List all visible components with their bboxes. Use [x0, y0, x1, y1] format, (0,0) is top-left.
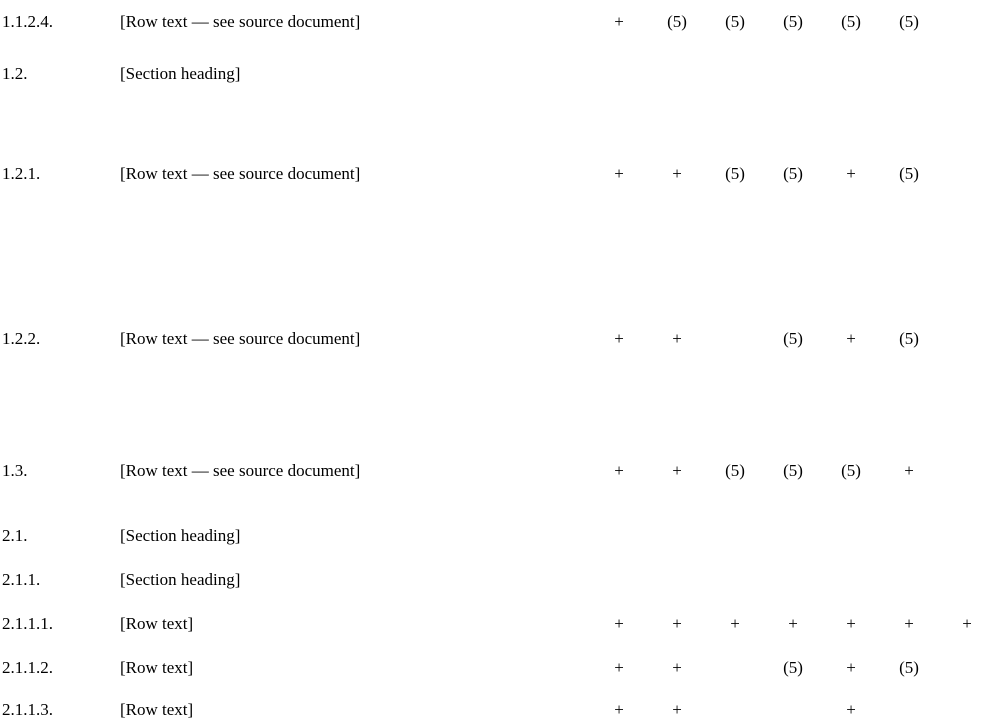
mark-cell: + — [904, 461, 914, 480]
mark-cell: (5) — [841, 12, 861, 31]
row-marks — [590, 614, 996, 634]
row-description: [Row text — see source document] — [120, 329, 361, 348]
mark-cell: + — [846, 164, 856, 183]
row-number: 1.3. — [2, 461, 28, 480]
mark-cell: (5) — [725, 461, 745, 480]
row-marks — [590, 658, 960, 678]
mark-cell — [706, 329, 764, 349]
mark-cell: (5) — [783, 329, 803, 348]
mark-cell: + — [730, 614, 740, 633]
mark-cell: + — [672, 658, 682, 677]
row-number: 1.2. — [2, 64, 28, 83]
row-description: [Row text — see source document] — [120, 461, 361, 480]
row-marks — [590, 461, 960, 481]
mark-cell: + — [672, 461, 682, 480]
mark-cell: (5) — [725, 12, 745, 31]
table-row — [0, 262, 960, 416]
mark-cell: (5) — [841, 461, 861, 480]
row-number: 2.1.1.3. — [2, 700, 53, 719]
row-description: [Section heading] — [120, 570, 241, 589]
row-number: 2.1.1.1. — [2, 614, 53, 633]
row-number: 1.2.2. — [2, 329, 41, 348]
mark-cell: (5) — [667, 12, 687, 31]
row-marks — [590, 700, 960, 720]
mark-cell: + — [846, 700, 856, 719]
row-description: [Row text] — [120, 614, 194, 633]
mark-cell: + — [846, 614, 856, 633]
row-number: 1.2.1. — [2, 164, 41, 183]
mark-cell: + — [672, 700, 682, 719]
mark-cell: (5) — [899, 164, 919, 183]
mark-cell: + — [614, 12, 624, 31]
mark-cell: (5) — [899, 658, 919, 677]
row-number: 2.1.1.2. — [2, 658, 53, 677]
mark-cell: (5) — [899, 12, 919, 31]
mark-cell: + — [846, 329, 856, 348]
row-description: [Section heading] — [120, 526, 241, 545]
row-marks — [590, 329, 960, 349]
row-marks — [590, 12, 960, 32]
table-row — [0, 698, 960, 722]
row-number: 1.1.2.4. — [2, 12, 53, 31]
table-row — [0, 612, 972, 636]
mark-cell: + — [962, 614, 972, 633]
mark-cell: + — [904, 614, 914, 633]
row-number: 2.1. — [2, 526, 28, 545]
row-description: [Row text — see source document] — [120, 12, 361, 31]
mark-cell: + — [614, 614, 624, 633]
table-row — [0, 524, 960, 548]
mark-cell — [880, 700, 938, 720]
row-description: [Row text] — [120, 700, 194, 719]
table-row — [0, 438, 960, 504]
table-row — [0, 108, 960, 240]
table-row — [0, 568, 960, 592]
mark-cell: (5) — [899, 329, 919, 348]
table-row — [0, 62, 960, 86]
mark-cell: + — [788, 614, 798, 633]
mark-cell — [706, 700, 764, 720]
row-description: [Section heading] — [120, 64, 241, 83]
mark-cell: (5) — [725, 164, 745, 183]
mark-cell: + — [672, 614, 682, 633]
row-marks — [590, 164, 960, 184]
row-description: [Row text] — [120, 658, 194, 677]
table-row — [0, 0, 960, 44]
table-row — [0, 656, 960, 680]
mark-cell: + — [672, 329, 682, 348]
mark-cell: + — [846, 658, 856, 677]
mark-cell: (5) — [783, 12, 803, 31]
mark-cell: + — [614, 461, 624, 480]
mark-cell — [764, 700, 822, 720]
mark-cell: + — [614, 164, 624, 183]
row-number: 2.1.1. — [2, 570, 41, 589]
mark-cell: + — [672, 164, 682, 183]
mark-cell: + — [614, 700, 624, 719]
mark-cell: + — [614, 329, 624, 348]
row-description: [Row text — see source document] — [120, 164, 361, 183]
mark-cell — [706, 658, 764, 678]
mark-cell: (5) — [783, 164, 803, 183]
mark-cell: + — [614, 658, 624, 677]
mark-cell: (5) — [783, 658, 803, 677]
mark-cell: (5) — [783, 461, 803, 480]
